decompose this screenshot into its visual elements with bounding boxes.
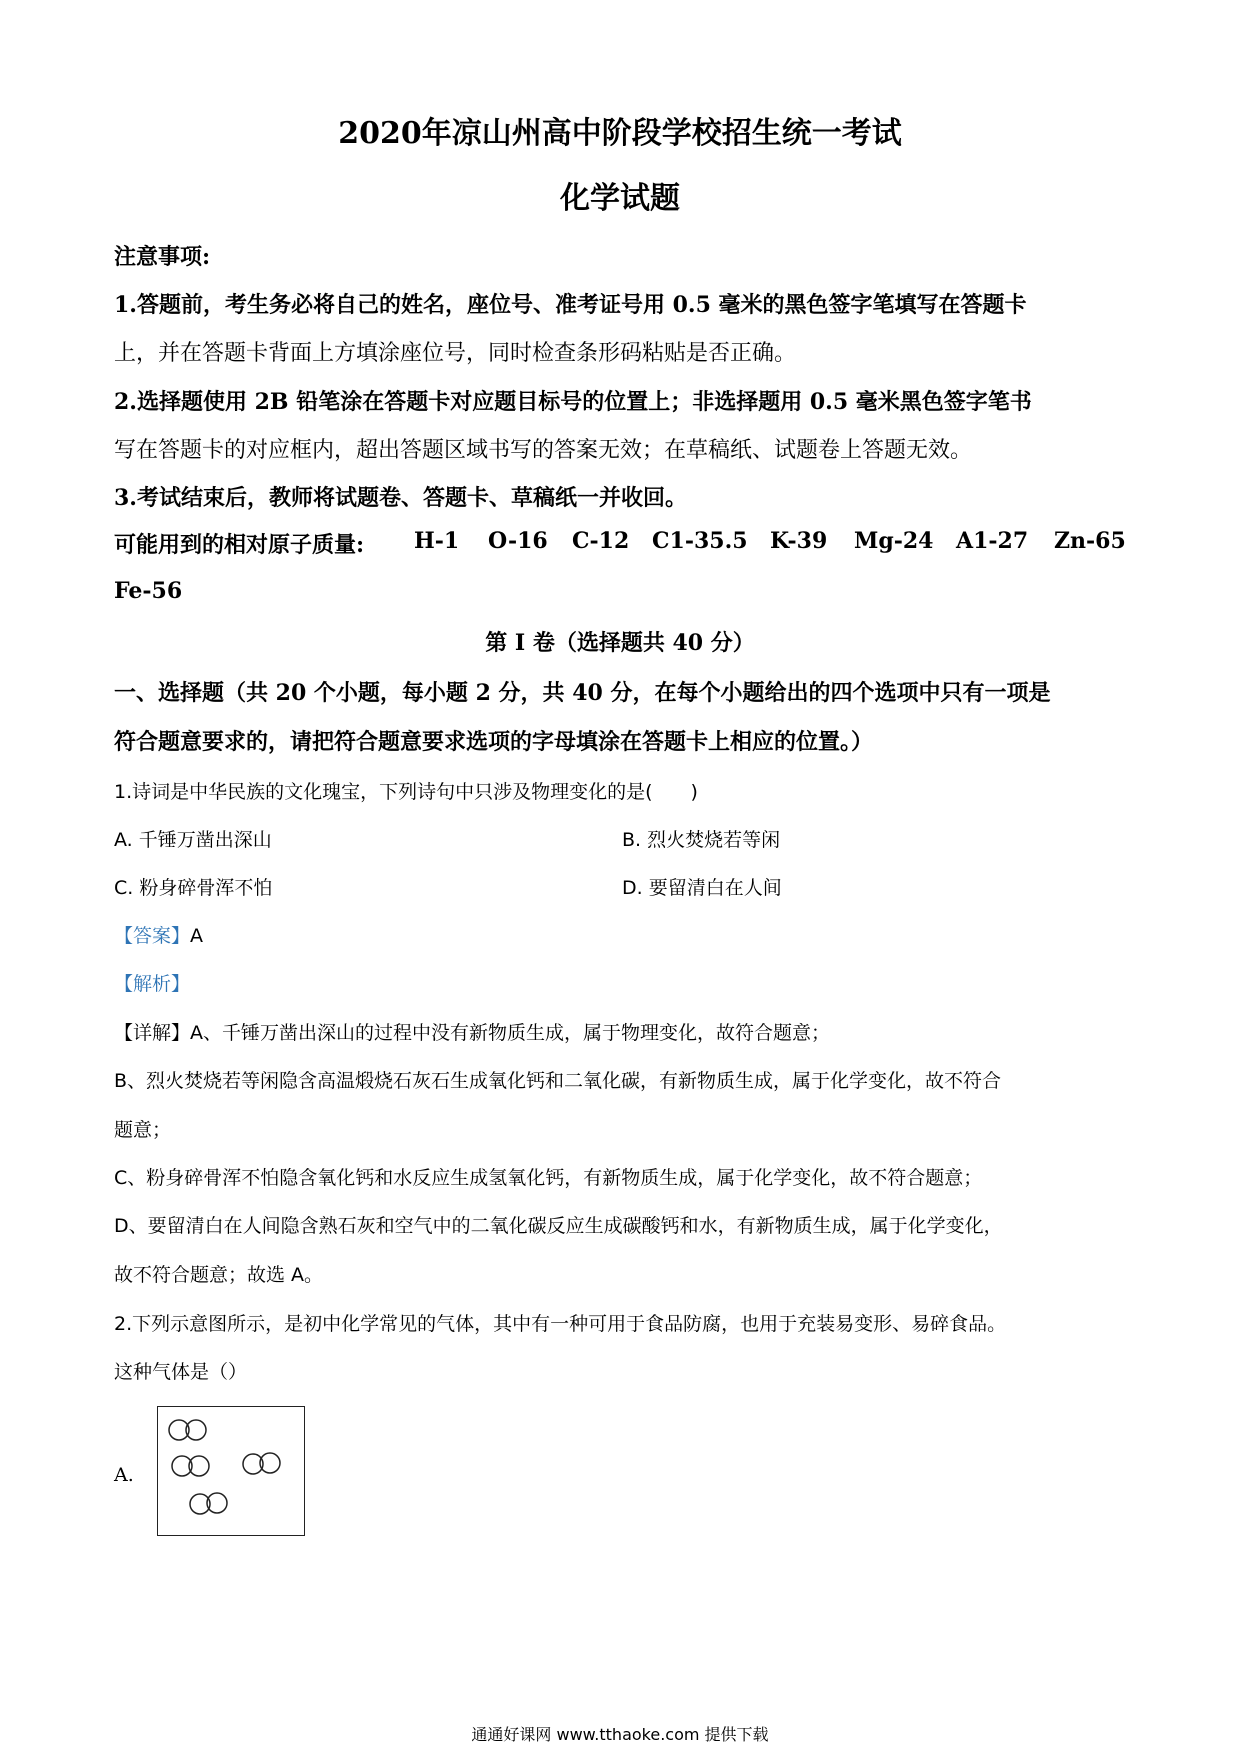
analysis-tag: 【解析】 [114,973,191,995]
molecule-4 [190,1493,227,1514]
q1-detail-d2: 故不符合题意；故选 A。 [114,1264,324,1286]
molecule-3 [243,1453,280,1474]
q1-option-b: B. 烈火焚烧若等闲 [622,829,781,851]
mass-h: H-1 [414,528,460,554]
molecule-diagram-a [157,1406,305,1536]
mass-fe: Fe-56 [114,578,183,604]
q1-detail-a: 【详解】A、千锤万凿出深山的过程中没有新物质生成，属于物理变化，故符合题意； [114,1022,830,1044]
page-footer: 通通好课网 www.tthaoke.com 提供下载 [471,1725,769,1744]
page-subtitle: 化学试题 [560,181,680,216]
q1-answer [114,921,203,948]
q1-option-a: A. 千锤万凿出深山 [114,829,272,851]
notes-line-2b: 写在答题卡的对应框内，超出答题区域书写的答案无效；在草稿纸、试题卷上答题无效。 [114,438,973,463]
q1-option-c: C. 粉身碎骨浑不怕 [114,877,273,899]
q1-detail-d1: D、要留清白在人间隐含熟石灰和空气中的二氧化碳反应生成碳酸钙和水，有新物质生成，属于化学变化， [114,1215,1003,1237]
mass-zn: Zn-65 [1054,528,1126,554]
notes-line-2a: 2.选择题使用 2B 铅笔涂在答题卡对应题目标号的位置上；非选择题用 0.5 毫米黑色签字笔书 [114,389,1032,415]
q1-stem: 1.诗词是中华民族的文化瑰宝，下列诗句中只涉及物理变化的是( ) [114,781,698,803]
diatomic-molecules-svg [158,1407,304,1535]
q2-stem-b: 这种气体是（） [114,1361,248,1383]
notes-line-3: 3.考试结束后，教师将试题卷、答题卡、草稿纸一并收回。 [114,485,687,511]
page-title: 2020年凉山州高中阶段学校招生统一考试 [338,116,902,151]
answer-tag: 【答案】 [114,925,191,947]
mass-mg: Mg-24 [854,528,934,554]
mass-o: O-16 [488,528,548,554]
mass-k: K-39 [770,528,828,554]
q1-option-d: D. 要留清白在人间 [622,877,782,899]
mass-cl: C1-35.5 [652,528,748,554]
section-instructions-b: 符合题意要求的，请把符合题意要求选项的字母填涂在答题卡上相应的位置。） [114,729,874,755]
mass-al: A1-27 [956,528,1029,554]
q2-stem-a: 2.下列示意图所示，是初中化学常见的气体，其中有一种可用于食品防腐，也用于充装易变形、易碎食品。 [114,1313,1007,1335]
mass-label: 可能用到的相对原子质量: [114,532,365,558]
q1-detail-b1: B、烈火焚烧若等闲隐含高温煅烧石灰石生成氧化钙和二氧化碳，有新物质生成，属于化学变化，故不符合 [114,1070,1002,1092]
answer-value: A [190,925,204,947]
q2-option-a-label: A. [114,1464,134,1486]
mass-c: C-12 [572,528,630,554]
notes-line-1a: 1.答题前，考生务必将自己的姓名，座位号、准考证号用 0.5 毫米的黑色签字笔填写在答题卡 [114,292,1027,318]
notes-line-1b: 上，并在答题卡背面上方填涂座位号，同时检查条形码粘贴是否正确。 [114,341,797,366]
notes-heading: 注意事项: [114,244,211,270]
molecule-1 [169,1420,206,1440]
q1-detail-b2: 题意； [114,1119,172,1141]
section-instructions-a: 一、选择题（共 20 个小题，每小题 2 分，共 40 分，在每个小题给出的四个选项中只有一项是 [114,680,1051,706]
molecule-2 [172,1456,209,1476]
section-title: 第 I 卷（选择题共 40 分） [485,630,755,656]
q1-detail-c: C、粉身碎骨浑不怕隐含氧化钙和水反应生成氢氧化钙，有新物质生成，属于化学变化，故不符合题意； [114,1167,983,1189]
